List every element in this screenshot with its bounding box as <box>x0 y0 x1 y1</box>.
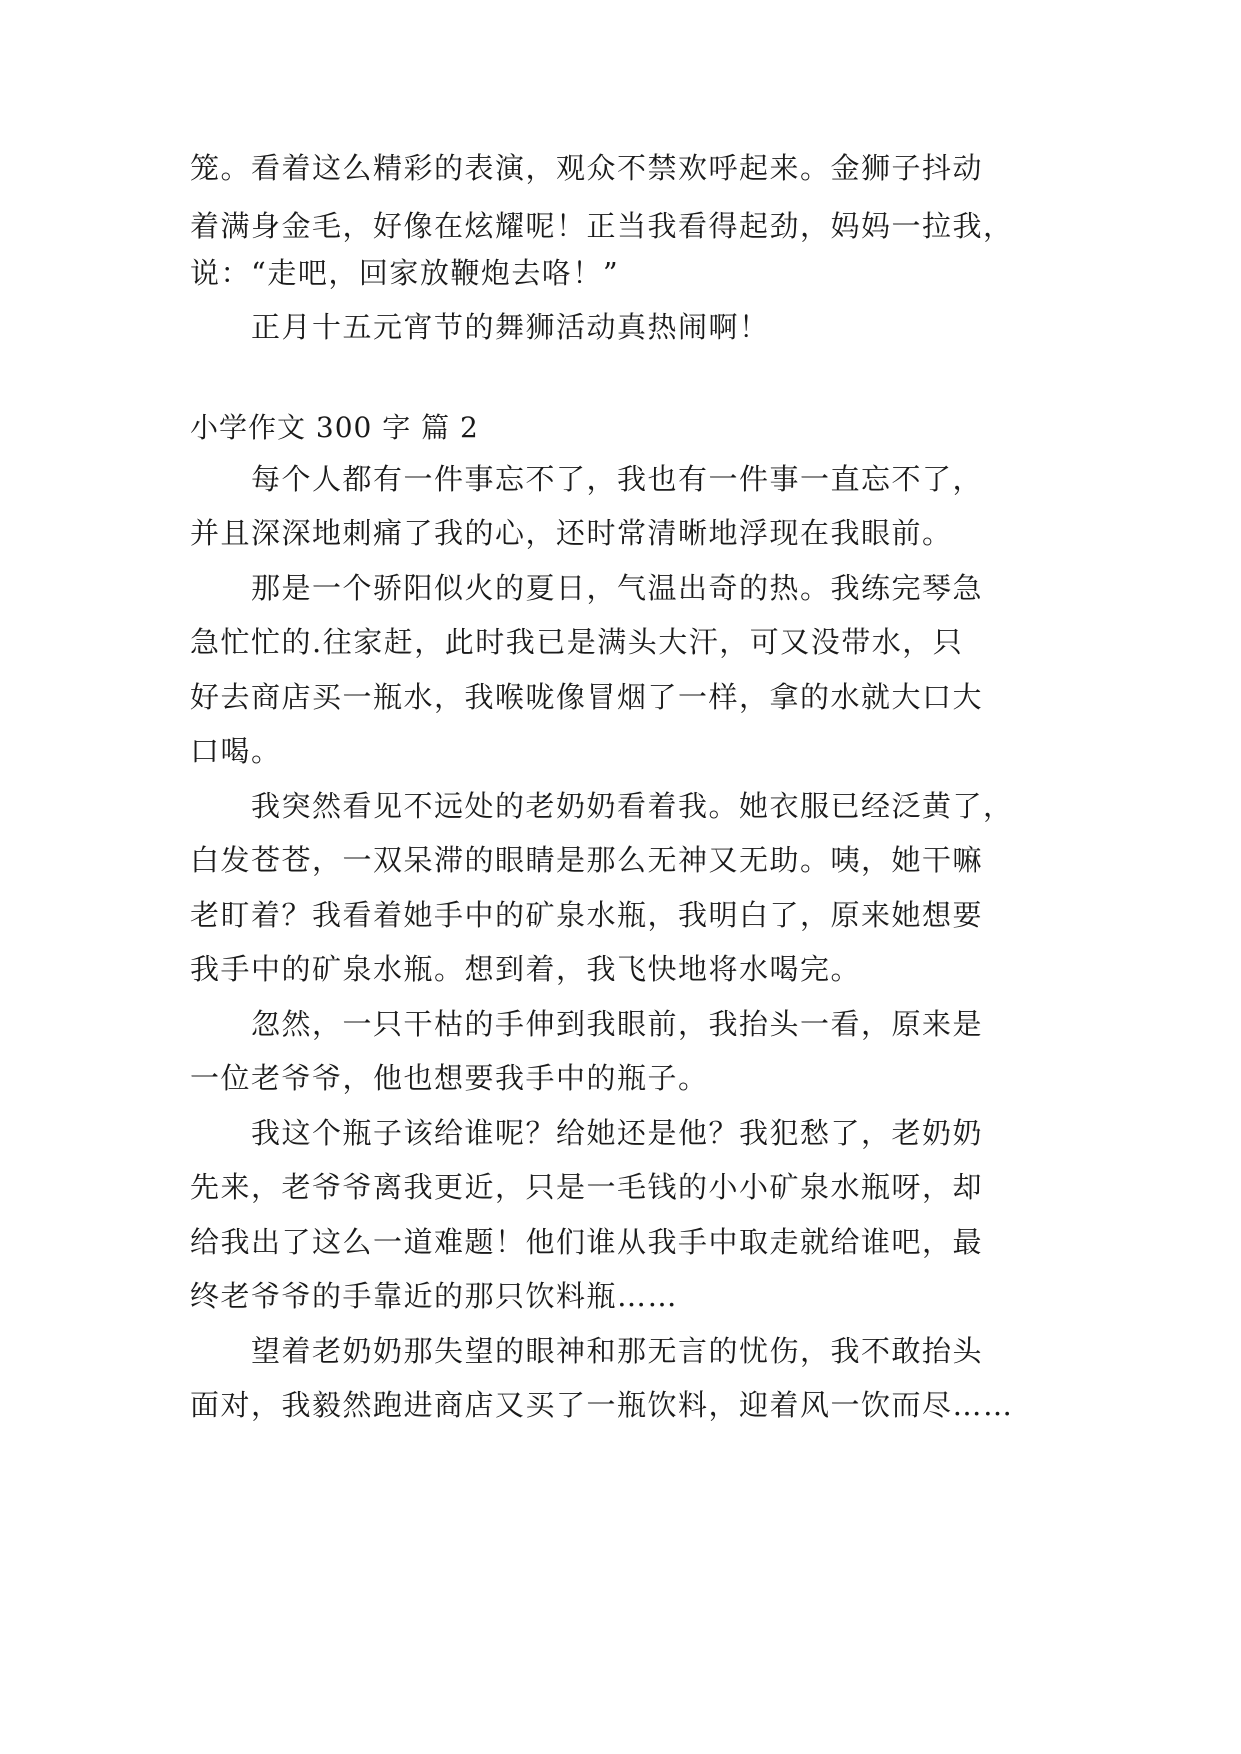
text-line: 好去商店买一瓶水，我喉咙像冒烟了一样，拿的水就大口大 <box>190 680 984 714</box>
text-line: 笼。看着这么精彩的表演，观众不禁欢呼起来。金狮子抖动 <box>190 151 984 185</box>
text-line: 急忙忙的.往家赶，此时我已是满头大汗，可又没带水，只 <box>190 625 964 659</box>
text-line: 那是一个骄阳似火的夏日，气温出奇的热。我练完琴急 <box>190 571 984 605</box>
text-line: 正月十五元宵节的舞狮活动真热闹啊！ <box>190 310 770 344</box>
text-line: 我突然看见不远处的老奶奶看着我。她衣服已经泛黄了， <box>190 789 1014 823</box>
text-line: 说：“走吧，回家放鞭炮去咯！” <box>190 256 620 290</box>
text-line: 面对，我毅然跑进商店又买了一瓶饮料，迎着风一饮而尽…… <box>190 1388 1014 1422</box>
section-heading: 小学作文 300 字 篇 2 <box>190 411 479 444</box>
text-line: 白发苍苍，一双呆滞的眼睛是那么无神又无助。咦，她干嘛 <box>190 843 984 877</box>
text-line: 终老爷爷的手靠近的那只饮料瓶…… <box>190 1279 679 1313</box>
text-line: 一位老爷爷，他也想要我手中的瓶子。 <box>190 1061 709 1095</box>
text-line: 给我出了这么一道难题！他们谁从我手中取走就给谁吧，最 <box>190 1225 984 1259</box>
text-line: 先来，老爷爷离我更近，只是一毛钱的小小矿泉水瓶呀，却 <box>190 1170 984 1204</box>
text-line: 忽然，一只干枯的手伸到我眼前，我抬头一看，原来是 <box>190 1007 984 1041</box>
text-line: 我这个瓶子该给谁呢？给她还是他？我犯愁了，老奶奶 <box>190 1116 984 1150</box>
text-line: 我手中的矿泉水瓶。想到着，我飞快地将水喝完。 <box>190 952 862 986</box>
text-line: 望着老奶奶那失望的眼神和那无言的忧伤，我不敢抬头 <box>190 1334 984 1368</box>
text-line: 并且深深地刺痛了我的心，还时常清晰地浮现在我眼前。 <box>190 516 953 550</box>
text-line: 老盯着？我看着她手中的矿泉水瓶，我明白了，原来她想要 <box>190 898 984 932</box>
text-line: 口喝。 <box>190 734 282 768</box>
text-line: 每个人都有一件事忘不了，我也有一件事一直忘不了， <box>190 462 984 496</box>
text-line: 着满身金毛，好像在炫耀呢！正当我看得起劲，妈妈一拉我， <box>190 209 1014 243</box>
